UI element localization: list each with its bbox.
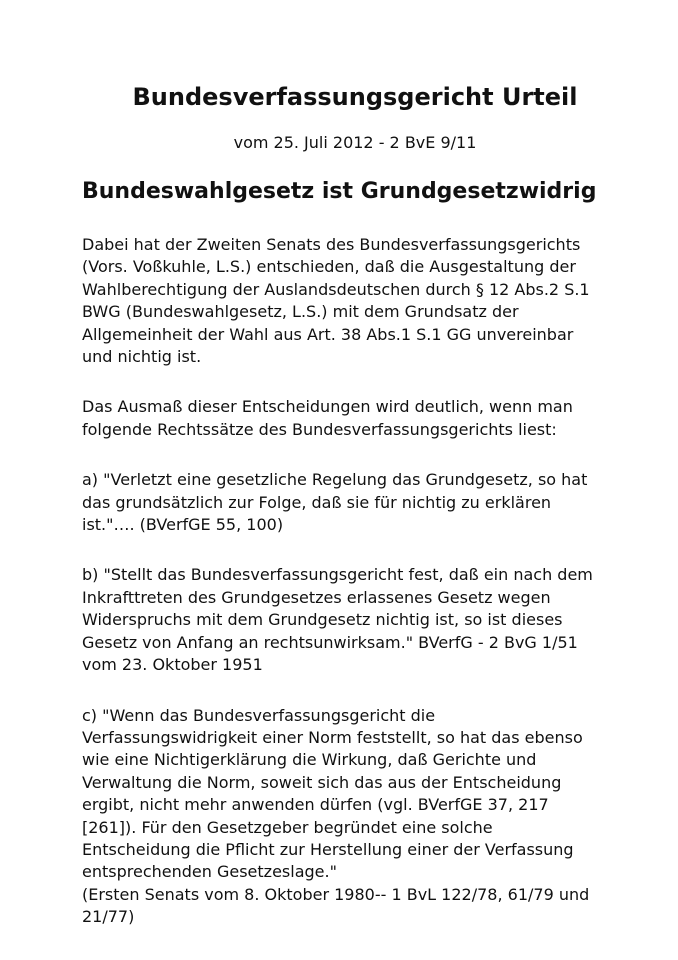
text-line: c) "Wenn das Bundesverfassungsgericht die [82,705,436,725]
text-line: Gesetz von Anfang an rechtsunwirksam." BVerfG - 2 BvG 1/51 [82,632,578,652]
text-line: Entscheidung die Pflicht zur Herstellung einer der Verfassung [82,839,574,859]
text-line: Wahlberechtigung der Auslandsdeutschen durch § 12 Abs.2 S.1 [82,279,590,299]
text-line: Inkrafttreten des Grundgesetzes erlassenes Gesetz wegen [82,587,551,607]
text-line: das grundsätzlich zur Folge, daß sie für nichtig zu erklären [82,492,552,512]
text-line: Verwaltung die Norm, soweit sich das aus der Entscheidung [82,772,562,792]
text-line: wie eine Nichtigerklärung die Wirkung, daß Gerichte und [82,750,537,770]
section-heading: Bundeswahlgesetz ist Grundgesetzwidrig [82,179,597,204]
text-line: (Vors. Voßkuhle, L.S.) entschieden, daß die Ausgestaltung der [82,257,576,277]
text-line: vom 23. Oktober 1951 [82,655,263,675]
text-line: 21/77) [82,907,135,927]
text-line: ist."…. (BVerfGE 55, 100) [82,515,284,535]
paragraph-quote-b [82,564,638,676]
paragraph-intro [82,234,638,368]
paragraph-scope [82,396,638,441]
text-line: [261]). Für den Gesetzgeber begründet eine solche [82,817,493,837]
text-line: a) "Verletzt eine gesetzliche Regelung das Grundgesetz, so hat [82,470,588,490]
text-line: und nichtig ist. [82,347,202,367]
paragraph-quote-a [82,469,638,536]
text-line: BWG (Bundeswahlgesetz, L.S.) mit dem Grundsatz der [82,302,519,322]
text-line: Das Ausmaß dieser Entscheidungen wird deutlich, wenn man [82,397,573,417]
decision-date-line: vom 25. Juli 2012 - 2 BvE 9/11 [233,133,477,152]
text-line: b) "Stellt das Bundesverfassungsgericht fest, daß ein nach dem [82,565,593,585]
text-line: Widerspruchs mit dem Grundgesetz nichtig ist, so ist dieses [82,610,563,630]
text-line: Verfassungswidrigkeit einer Norm feststellt, so hat das ebenso [82,727,583,747]
text-line: (Ersten Senats vom 8. Oktober 1980-- 1 BvL 122/78, 61/79 und [82,884,590,904]
paragraph-quote-c [82,705,638,929]
text-line: Allgemeinheit der Wahl aus Art. 38 Abs.1 S.1 GG unvereinbar [82,324,574,344]
text-line: ergibt, nicht mehr anwenden dürfen (vgl. BVerfGE 37, 217 [82,795,549,815]
text-line: entsprechenden Gesetzeslage." [82,862,337,882]
text-line: folgende Rechtssätze des Bundesverfassungsgerichts liest: [82,419,557,439]
text-line: Dabei hat der Zweiten Senats des Bundesverfassungsgerichts [82,235,581,254]
document-title: Bundesverfassungsgericht Urteil [132,83,578,111]
